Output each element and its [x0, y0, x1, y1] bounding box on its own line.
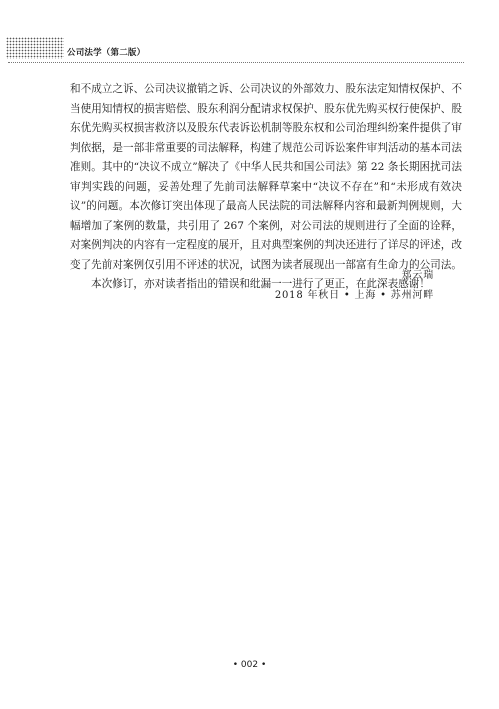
paragraph-1: 和不成立之诉、公司决议撤销之诉、公司决议的外部效力、股东法定知情权保护、不当使用知情权的损害赔偿、股东利润分配请求权保护、股东优先购买权行使保护、股东优先购买权损害救济以及股东代表诉讼机制等股东权和公司治理纠纷案件提供了审判依据，是一部非常重要的司法解释，构建了规范公司诉讼案件审判活动的基本司法准则。其中的“决议不成立”解决了《中华人民共和国公司法》第 22 条长期困扰司法审判实践的问题，妥善处理了先前司法解释草案中“决议不存在”和“未形成有效决议”的问题。本次修订突出体现了最高人民法院的司法解释内容和最新判例规则，大幅增加了案例的数量，共引用了 267 个案例，对公司法的规则进行了全面的诠释，对案例判决的内容有一定程度的展开，且对典型案例的判决还进行了详尽的评述，改变了先前对案例仅引用不评述的状况，试图为读者展现出一部富有生命力的公司法。	[70, 83, 462, 271]
header-dot-ornament	[6, 37, 64, 59]
body-text	[70, 80, 462, 295]
header-rule	[8, 62, 464, 63]
signature-date-place: 2018 年秋日 • 上海 • 苏州河畔	[274, 290, 434, 301]
signature-author: 郑云瑞	[401, 270, 434, 281]
paragraph-2: 本次修订，亦对读者指出的错误和纰漏一一进行了更正，在此深表感谢！	[91, 278, 430, 290]
running-head: 公司法学（第二版）	[67, 48, 146, 58]
page-number: • 002 •	[232, 660, 267, 670]
